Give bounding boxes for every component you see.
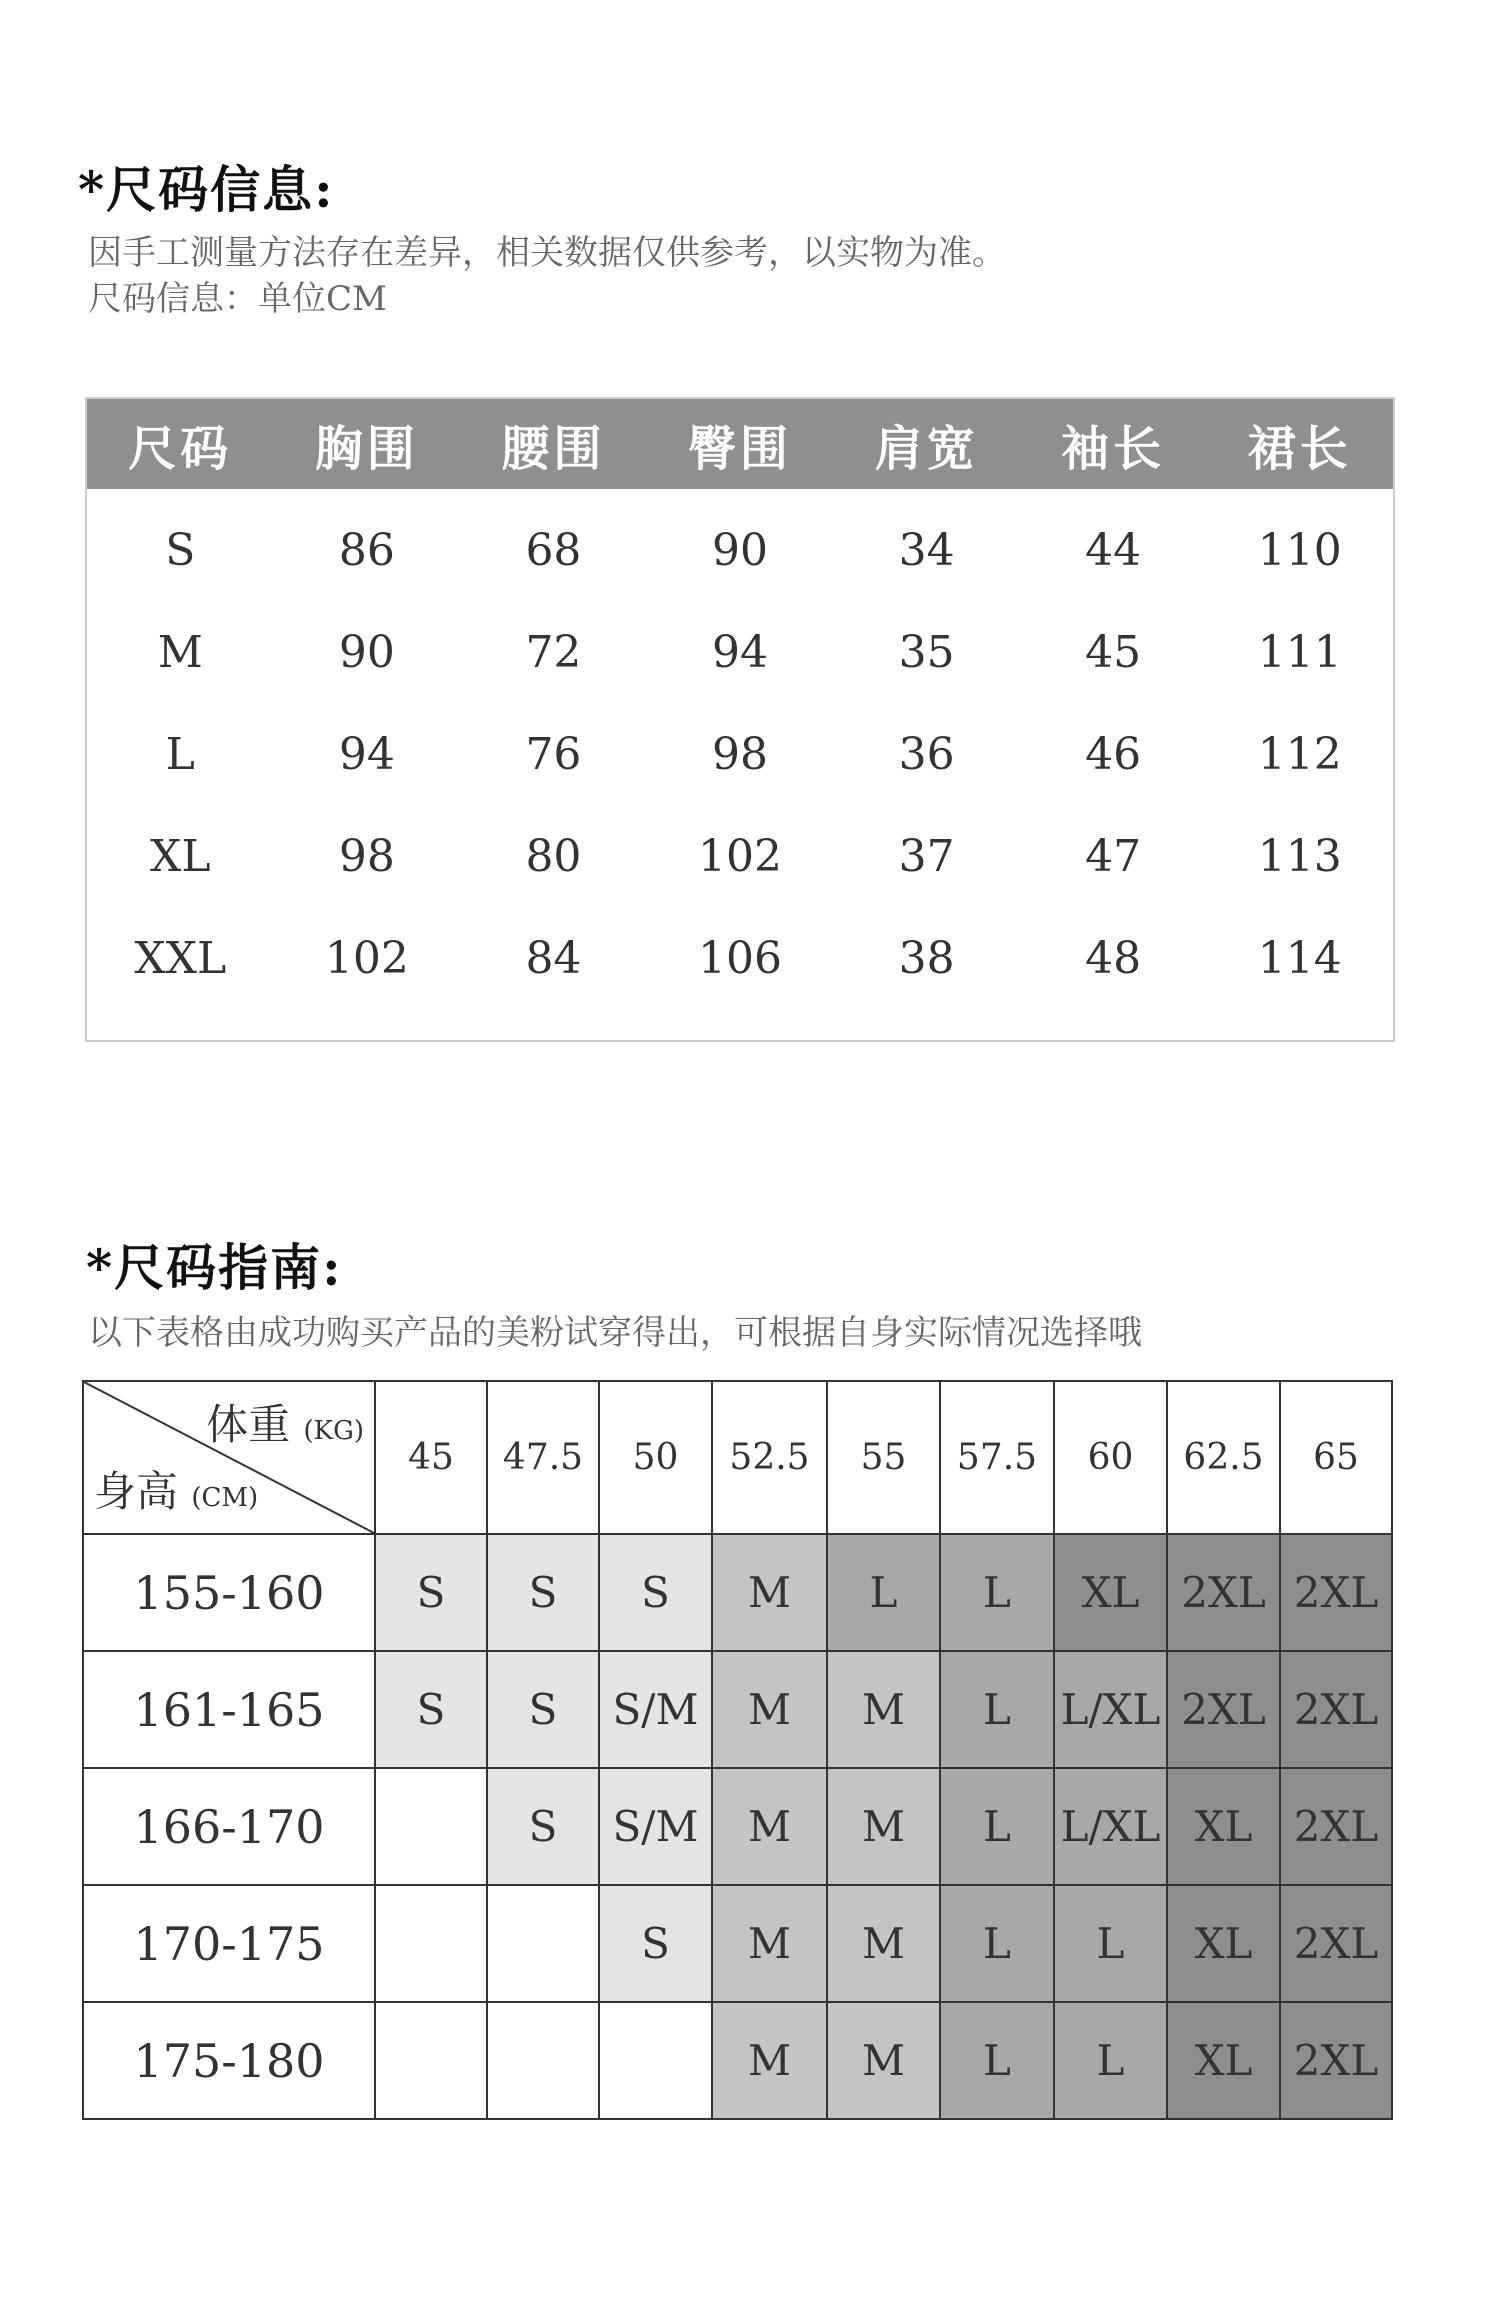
size-table-cell: M bbox=[157, 626, 203, 678]
size-guide-row bbox=[83, 1534, 1392, 1651]
recommended-size-cell: M bbox=[827, 1768, 940, 1885]
weight-header: 体重 (KG) bbox=[206, 1400, 364, 1449]
recommended-size-cell: XL bbox=[1054, 1534, 1167, 1651]
size-table-cell: 84 bbox=[525, 932, 582, 984]
size-table-cell: 102 bbox=[698, 830, 783, 882]
size-table-cell: 37 bbox=[898, 830, 955, 882]
recommended-size-cell: 2XL bbox=[1280, 1768, 1392, 1885]
recommended-size-cell: L/XL bbox=[1054, 1651, 1167, 1768]
recommended-size-cell: S/M bbox=[599, 1768, 712, 1885]
height-range-cell: 175-180 bbox=[83, 2002, 375, 2119]
height-range-cell: 166-170 bbox=[83, 1768, 375, 1885]
recommended-size-cell: L bbox=[940, 1885, 1054, 2002]
size-table-cell: 72 bbox=[525, 626, 582, 678]
size-guide-header-row bbox=[83, 1381, 1392, 1534]
size-table-cell: 48 bbox=[1085, 932, 1142, 984]
size-table-header bbox=[87, 399, 1393, 489]
size-table-cell: 111 bbox=[1257, 626, 1342, 678]
recommended-size-cell: 2XL bbox=[1280, 2002, 1392, 2119]
size-table-cell: 38 bbox=[898, 932, 955, 984]
size-table bbox=[85, 397, 1395, 1042]
size-table-cell: 98 bbox=[712, 728, 769, 780]
size-guide-table bbox=[82, 1380, 1393, 2120]
recommended-size-cell: L bbox=[827, 1534, 940, 1651]
recommended-size-cell: L bbox=[940, 2002, 1054, 2119]
size-table-cell: 44 bbox=[1085, 524, 1142, 576]
weight-column-header: 57.5 bbox=[940, 1381, 1054, 1534]
size-table-cell: 112 bbox=[1257, 728, 1342, 780]
recommended-size-cell: XL bbox=[1167, 1768, 1280, 1885]
recommended-size-cell: L bbox=[1054, 1885, 1167, 2002]
size-table-row bbox=[87, 499, 1393, 601]
recommended-size-cell: XL bbox=[1167, 2002, 1280, 2119]
size-table-cell: S bbox=[165, 524, 196, 576]
weight-column-header: 52.5 bbox=[712, 1381, 827, 1534]
recommended-size-cell: S bbox=[487, 1768, 599, 1885]
size-guide-title: *尺码指南: bbox=[86, 1238, 343, 1297]
size-table-cell: 106 bbox=[698, 932, 783, 984]
size-table-column-header: 裙长 bbox=[1247, 420, 1352, 477]
recommended-size-cell: L bbox=[940, 1768, 1054, 1885]
recommended-size-cell: XL bbox=[1167, 1885, 1280, 2002]
size-info-title: *尺码信息: bbox=[78, 160, 335, 219]
recommended-size-cell: S bbox=[487, 1534, 599, 1651]
recommended-size-cell: M bbox=[712, 2002, 827, 2119]
size-table-cell: 90 bbox=[338, 626, 395, 678]
recommended-size-cell: S bbox=[599, 1534, 712, 1651]
size-table-cell: 47 bbox=[1085, 830, 1142, 882]
weight-column-header: 55 bbox=[827, 1381, 940, 1534]
recommended-size-cell: M bbox=[712, 1768, 827, 1885]
size-guide-corner bbox=[83, 1381, 375, 1534]
size-table-cell: 98 bbox=[338, 830, 395, 882]
recommended-size-cell: L bbox=[940, 1534, 1054, 1651]
size-guide-note: 以下表格由成功购买产品的美粉试穿得出，可根据自身实际情况选择哦 bbox=[88, 1313, 1142, 1353]
size-table-cell: XXL bbox=[134, 932, 227, 984]
recommended-size-cell: 2XL bbox=[1167, 1534, 1280, 1651]
size-table-cell: 94 bbox=[712, 626, 769, 678]
recommended-size-cell: S bbox=[375, 1534, 487, 1651]
size-table-column-header: 袖长 bbox=[1061, 420, 1166, 477]
size-guide-row bbox=[83, 1768, 1392, 1885]
recommended-size-cell: 2XL bbox=[1167, 1651, 1280, 1768]
size-guide-row bbox=[83, 2002, 1392, 2119]
size-table-cell: 36 bbox=[898, 728, 955, 780]
size-info-note-2: 尺码信息：单位CM bbox=[88, 279, 387, 319]
size-table-column-header: 胸围 bbox=[314, 420, 419, 477]
weight-column-header: 47.5 bbox=[487, 1381, 599, 1534]
size-table-cell: XL bbox=[150, 830, 211, 882]
size-table-cell: 90 bbox=[712, 524, 769, 576]
size-table-column-header: 臀围 bbox=[688, 420, 793, 477]
size-table-column-header: 尺码 bbox=[128, 420, 233, 477]
recommended-size-cell bbox=[375, 1885, 487, 2002]
recommended-size-cell bbox=[599, 2002, 712, 2119]
recommended-size-cell: M bbox=[827, 2002, 940, 2119]
size-table-row bbox=[87, 805, 1393, 907]
recommended-size-cell: S bbox=[487, 1651, 599, 1768]
size-table-cell: 34 bbox=[898, 524, 955, 576]
size-table-row bbox=[87, 601, 1393, 703]
size-table-cell: 86 bbox=[338, 524, 395, 576]
recommended-size-cell: L/XL bbox=[1054, 1768, 1167, 1885]
size-table-cell: 45 bbox=[1085, 626, 1142, 678]
size-table-cell: 35 bbox=[898, 626, 955, 678]
size-table-cell: 110 bbox=[1257, 524, 1342, 576]
size-table-cell: 102 bbox=[324, 932, 409, 984]
recommended-size-cell bbox=[375, 1768, 487, 1885]
size-info-note-1: 因手工测量方法存在差异，相关数据仅供参考，以实物为准。 bbox=[88, 233, 1006, 273]
size-table-cell: L bbox=[165, 728, 195, 780]
size-table-row bbox=[87, 703, 1393, 805]
recommended-size-cell: M bbox=[712, 1885, 827, 2002]
recommended-size-cell: M bbox=[712, 1534, 827, 1651]
recommended-size-cell: L bbox=[1054, 2002, 1167, 2119]
height-range-cell: 170-175 bbox=[83, 1885, 375, 2002]
recommended-size-cell: S/M bbox=[599, 1651, 712, 1768]
size-table-column-header: 肩宽 bbox=[874, 420, 979, 477]
height-range-cell: 161-165 bbox=[83, 1651, 375, 1768]
recommended-size-cell bbox=[487, 2002, 599, 2119]
weight-column-header: 60 bbox=[1054, 1381, 1167, 1534]
recommended-size-cell: 2XL bbox=[1280, 1651, 1392, 1768]
weight-column-header: 50 bbox=[599, 1381, 712, 1534]
weight-column-header: 45 bbox=[375, 1381, 487, 1534]
recommended-size-cell: 2XL bbox=[1280, 1534, 1392, 1651]
size-table-body bbox=[87, 489, 1393, 1009]
recommended-size-cell: M bbox=[827, 1651, 940, 1768]
size-table-cell: 114 bbox=[1257, 932, 1342, 984]
size-guide-row bbox=[83, 1885, 1392, 2002]
size-table-cell: 94 bbox=[338, 728, 395, 780]
weight-column-header: 62.5 bbox=[1167, 1381, 1280, 1534]
recommended-size-cell bbox=[375, 2002, 487, 2119]
size-table-cell: 46 bbox=[1085, 728, 1142, 780]
recommended-size-cell: L bbox=[940, 1651, 1054, 1768]
size-table-column-header: 腰围 bbox=[501, 420, 606, 477]
height-header: 身高 (CM) bbox=[94, 1467, 259, 1516]
recommended-size-cell: 2XL bbox=[1280, 1885, 1392, 2002]
size-table-cell: 80 bbox=[525, 830, 582, 882]
recommended-size-cell: S bbox=[375, 1651, 487, 1768]
recommended-size-cell: M bbox=[827, 1885, 940, 2002]
height-range-cell: 155-160 bbox=[83, 1534, 375, 1651]
size-table-cell: 76 bbox=[525, 728, 582, 780]
weight-column-header: 65 bbox=[1280, 1381, 1392, 1534]
recommended-size-cell: M bbox=[712, 1651, 827, 1768]
recommended-size-cell bbox=[487, 1885, 599, 2002]
size-table-cell: 68 bbox=[525, 524, 582, 576]
size-table-row bbox=[87, 907, 1393, 1009]
size-guide-row bbox=[83, 1651, 1392, 1768]
recommended-size-cell: S bbox=[599, 1885, 712, 2002]
size-table-cell: 113 bbox=[1257, 830, 1342, 882]
